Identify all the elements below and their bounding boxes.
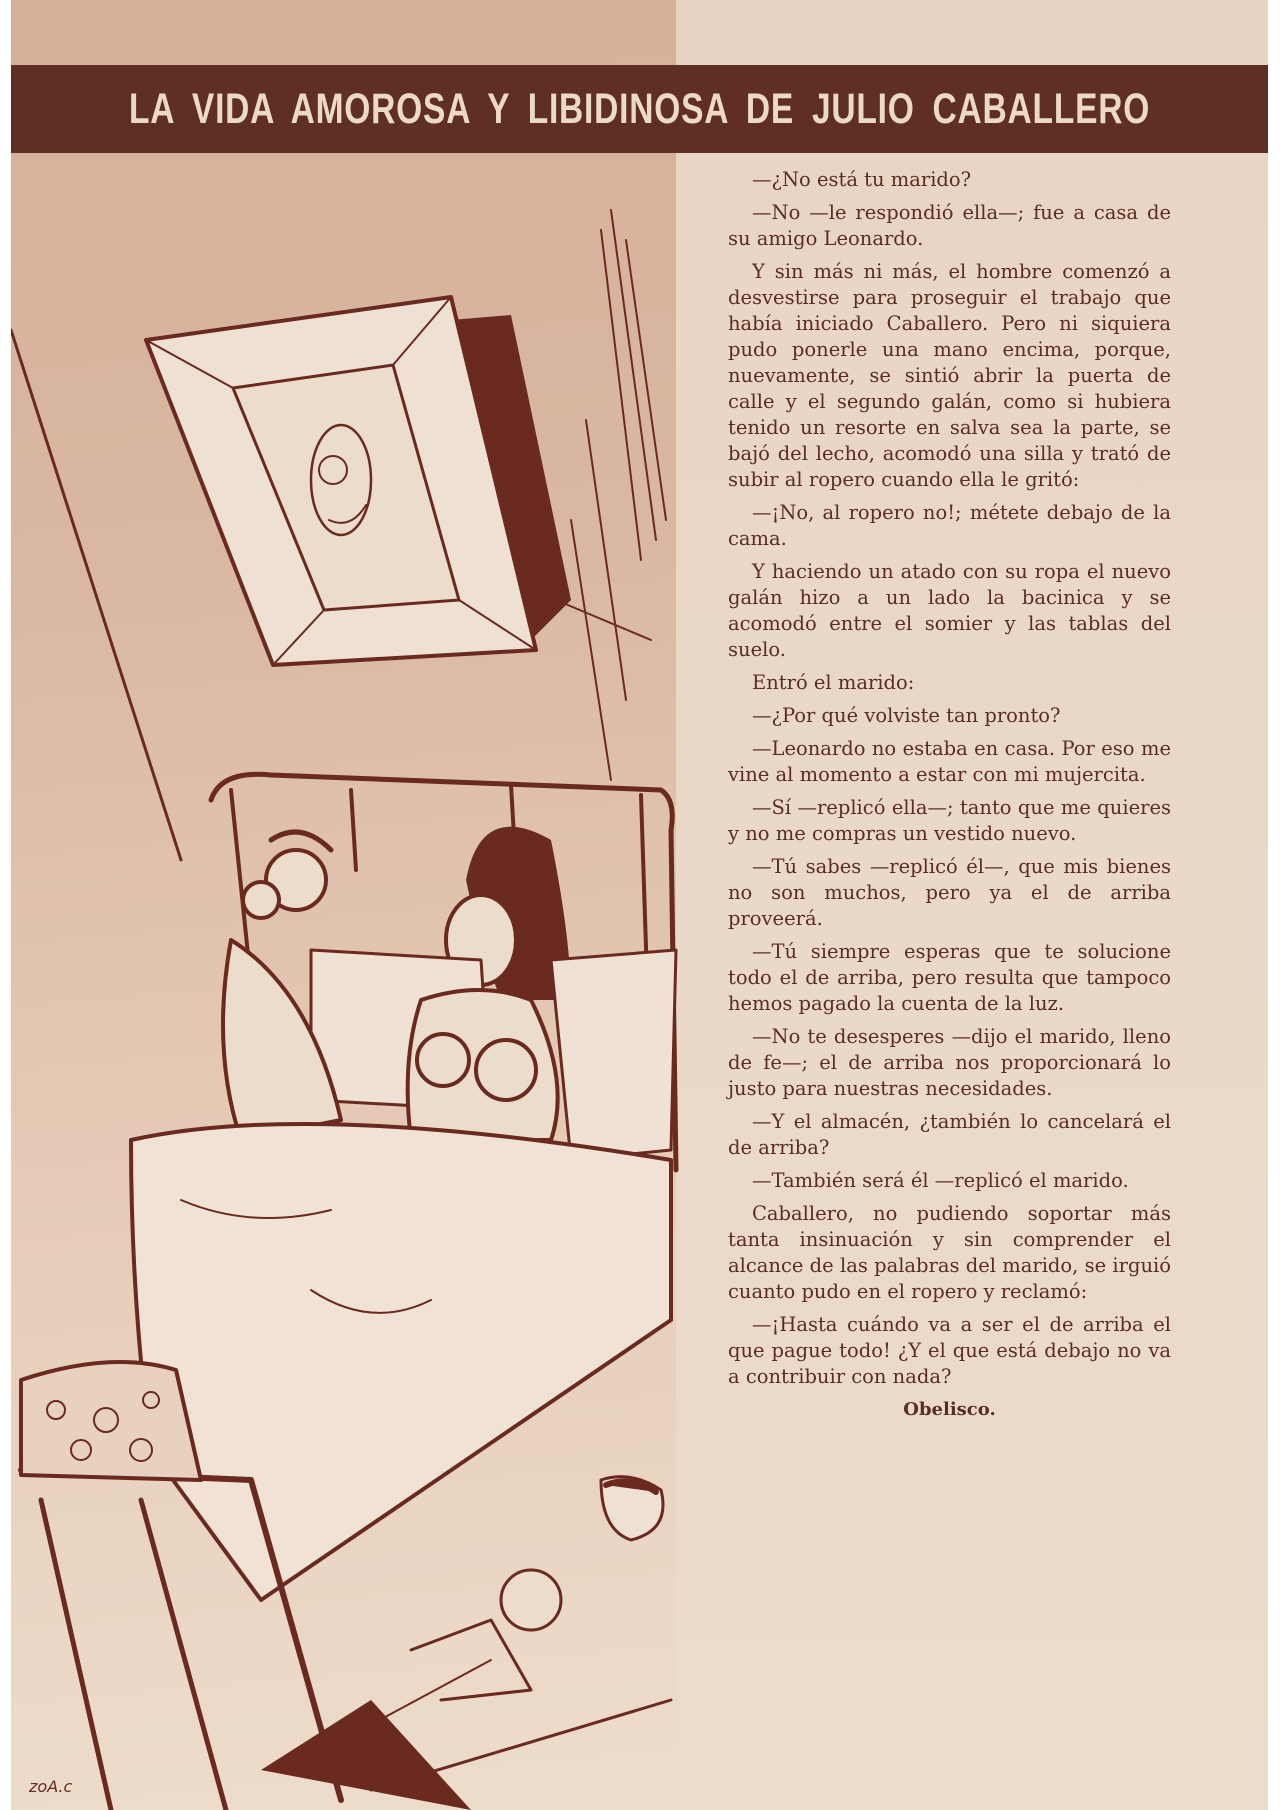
- paragraph: —¿Por qué volviste tan pronto?: [752, 704, 1061, 727]
- paragraph: —No —le respondió ella—; fue a casa de su amigo Leonardo.: [728, 201, 1171, 250]
- paragraph: —Tú sabes —replicó él—, que mis bienes no son muchos, pero ya el de arriba proveerá.: [728, 855, 1171, 930]
- paragraph: Y haciendo un atado con su ropa el nuevo galán hizo a un lado la bacinica y se acomodó entre el somier y las tablas del suelo.: [728, 560, 1171, 661]
- under-bed-shadow: [261, 1700, 471, 1810]
- paragraph: Caballero, no pudiendo soportar más tanta insinuación y sin comprender el alcance de las palabras del marido, se irguió cuanto pudo en el ropero y reclamó:: [728, 1202, 1171, 1303]
- wall-hatching: [556, 210, 666, 780]
- paragraph: —Y el almacén, ¿también lo cancelará el de arriba?: [728, 1110, 1171, 1159]
- paragraph: —Leonardo no estaba en casa. Por eso me vine al momento a estar con mi mujercita.: [728, 737, 1171, 786]
- paragraph: Entró el marido:: [752, 671, 915, 694]
- paragraph: —También será él —replicó el marido.: [752, 1169, 1129, 1192]
- author-signature: Obelisco.: [903, 1399, 996, 1420]
- article-body: [728, 167, 1171, 1430]
- paragraph: —¡Hasta cuándo va a ser el de arriba el que pague todo! ¿Y el que está debajo no va a contribuir con nada?: [728, 1313, 1171, 1388]
- magazine-page: [11, 0, 1268, 1810]
- blanket: [131, 1124, 671, 1600]
- paragraph: —¿No está tu marido?: [752, 168, 972, 191]
- title-banner: [11, 65, 1268, 153]
- patterned-cushion: [21, 1362, 201, 1480]
- article-title: LA VIDA AMOROSA Y LIBIDINOSA DE JULIO CABALLERO: [128, 84, 1151, 133]
- paragraph: —No te desesperes —dijo el marido, lleno de fe—; el de arriba nos proporcionará lo justo para nuestras necesidades.: [728, 1025, 1171, 1100]
- hidden-man-head: [501, 1570, 561, 1630]
- artist-signature: zoA.c: [29, 1777, 73, 1796]
- paragraph: —Sí —replicó ella—; tanto que me quieres y no me compras un vestido nuevo.: [728, 796, 1171, 845]
- cartoon-illustration: [11, 0, 691, 1810]
- paragraph: —¡No, al ropero no!; métete debajo de la cama.: [728, 501, 1171, 550]
- paragraph: Y sin más ni más, el hombre comenzó a desvestirse para proseguir el trabajo que había iniciado Caballero. Pero ni siquiera pudo ponerle una mano encima, porque, nuevamente, se sintió abrir la puerta de calle y el segundo galán, como si hubiera tenido un resorte en salva sea la parte, se bajó del lecho, acomodó una silla y trató de subir al ropero cuando ella le gritó:: [728, 260, 1171, 491]
- paragraph: —Tú siempre esperas que te solucione todo el de arriba, pero resulta que tampoco hemos pagado la cuenta de la luz.: [728, 940, 1171, 1015]
